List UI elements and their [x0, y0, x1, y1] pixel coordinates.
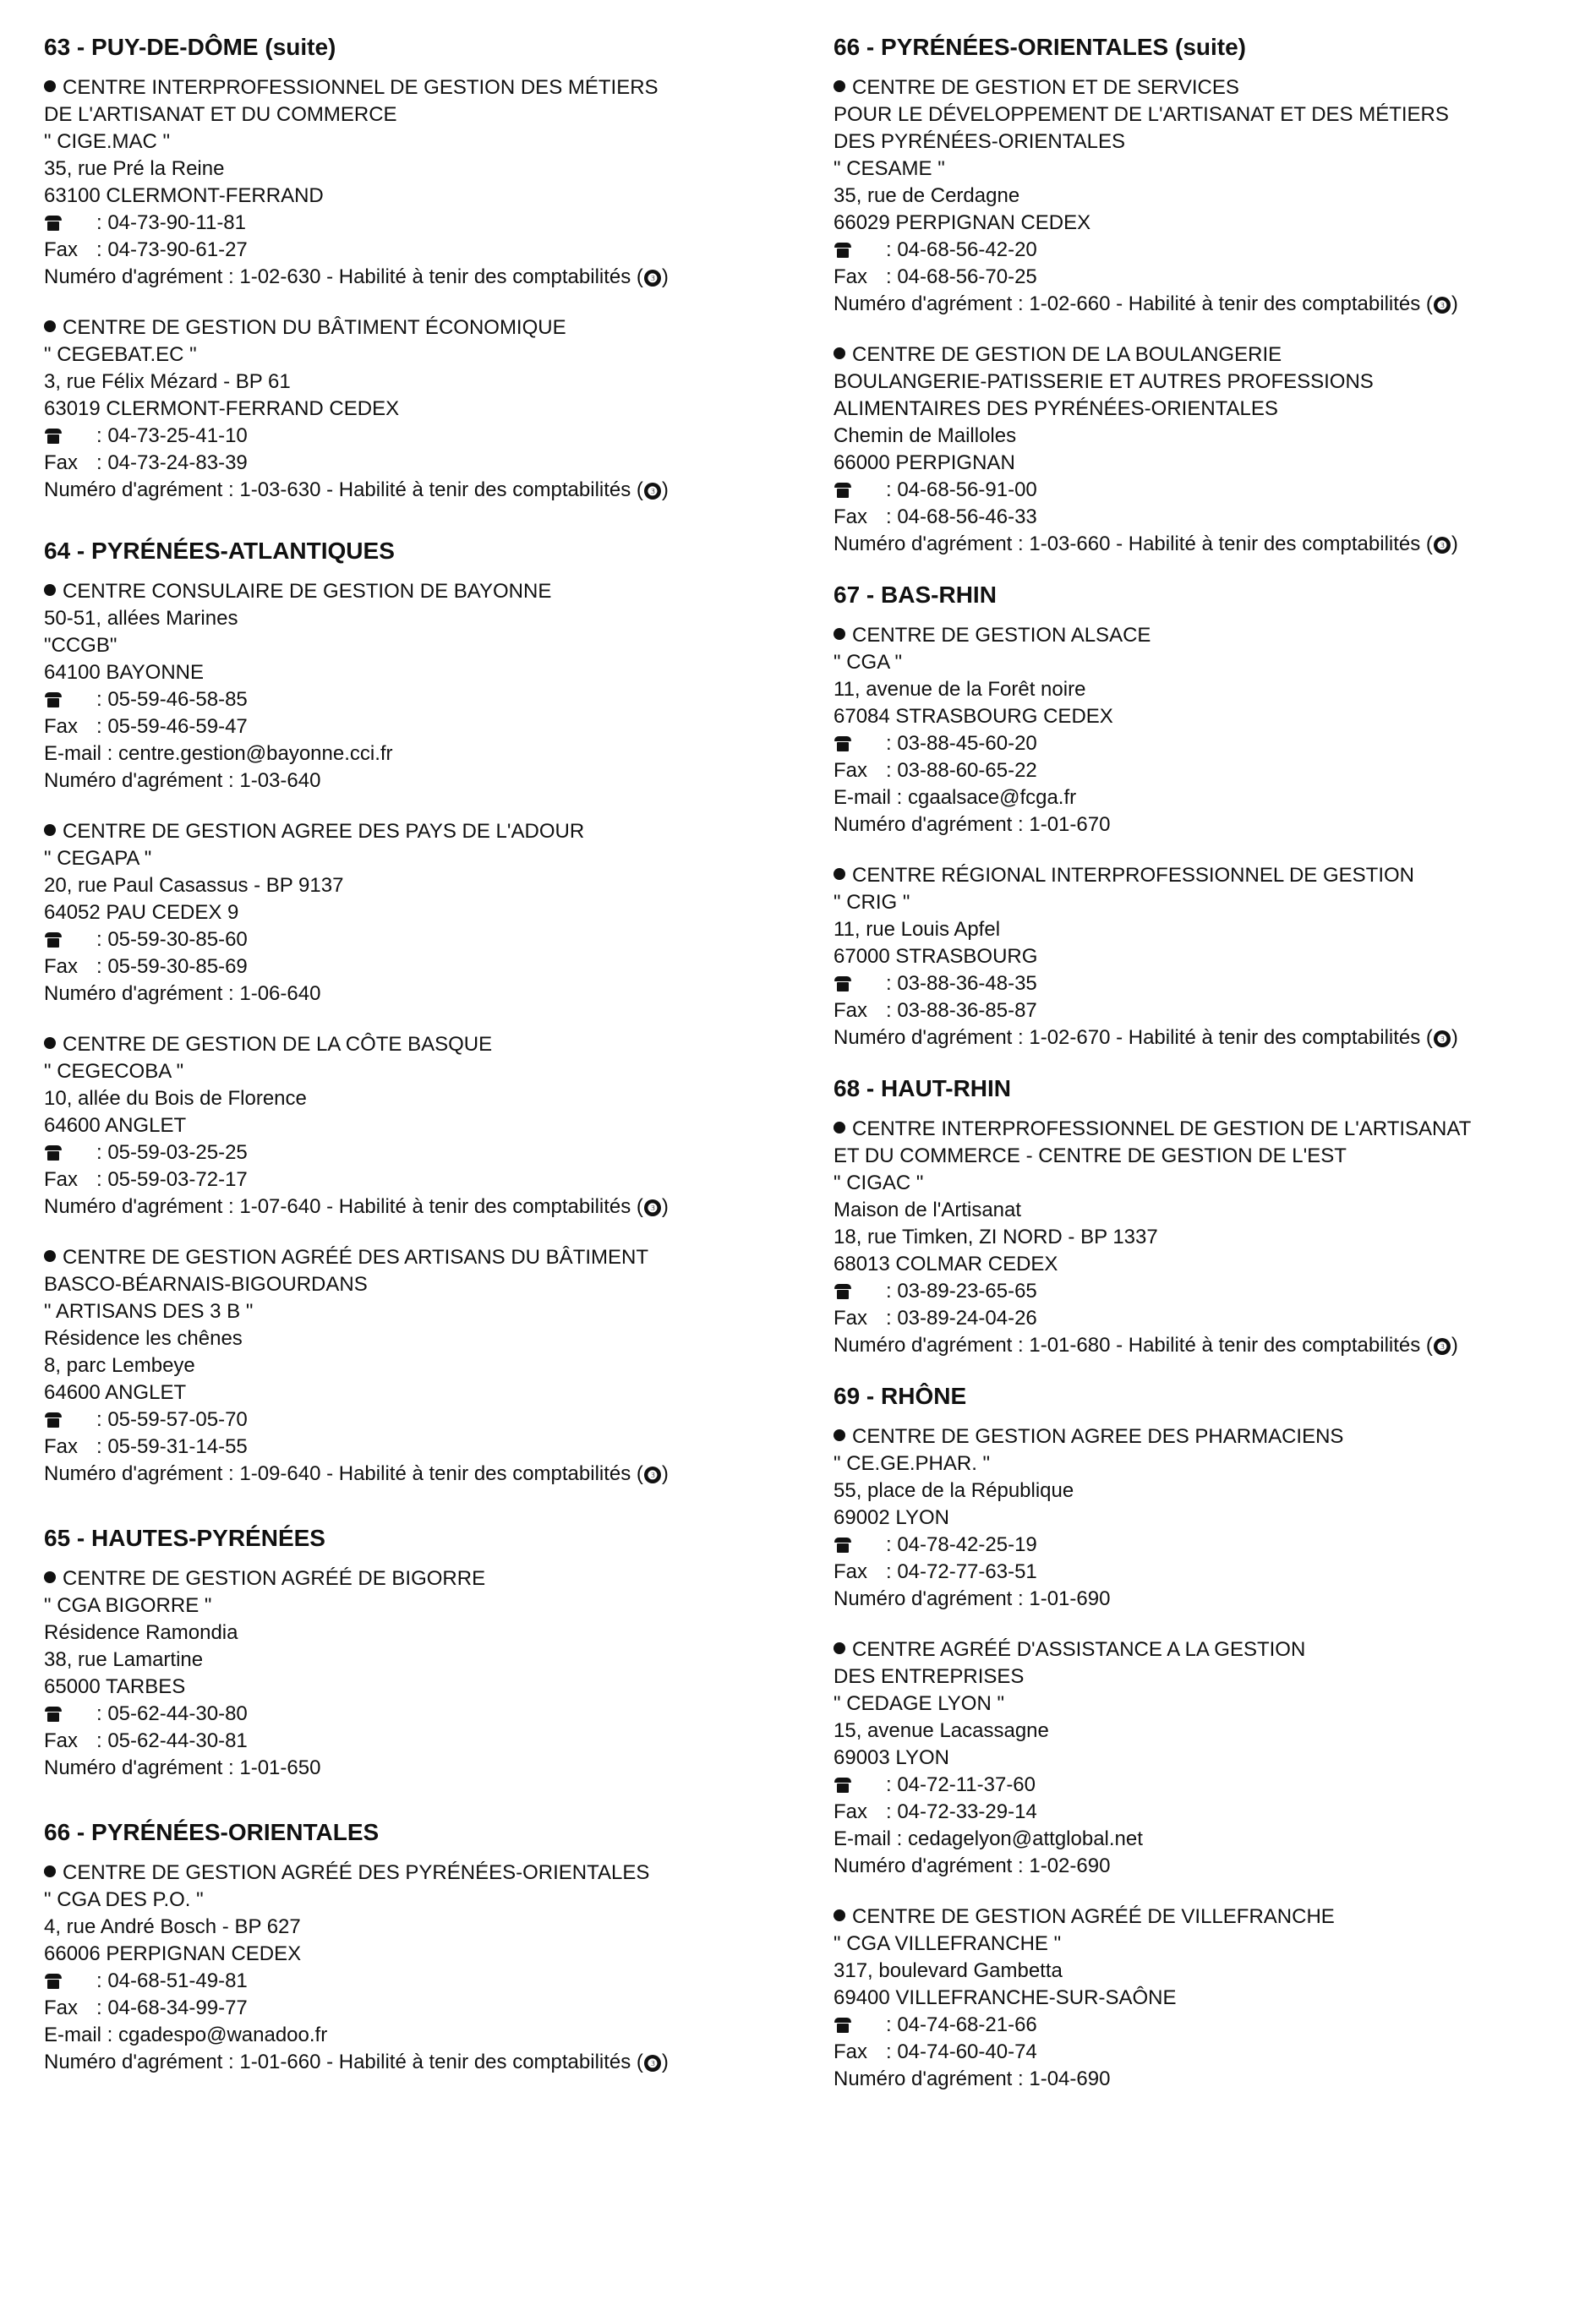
telephone-line	[44, 686, 788, 713]
bullet-icon	[834, 80, 845, 92]
department-section	[834, 1383, 1569, 2093]
telephone-line	[44, 423, 788, 450]
center-entry	[834, 74, 1569, 318]
telephone-line	[834, 2012, 1569, 2039]
center-address-line: " CESAME "	[834, 157, 945, 180]
agrement-line	[44, 1194, 788, 1221]
center-name-text: CENTRE CONSULAIRE DE GESTION DE BAYONNE	[63, 580, 552, 603]
center-entry	[834, 1423, 1569, 1613]
center-entry	[44, 74, 788, 291]
fax-number: : 05-59-31-14-55	[96, 1435, 248, 1458]
left-column	[44, 34, 788, 2100]
center-address-line: 15, avenue Lacassagne	[834, 1719, 1049, 1742]
center-address-line: 55, place de la République	[834, 1479, 1074, 1502]
agrement-close-paren: )	[661, 1195, 669, 1218]
agrement-close-paren: )	[661, 478, 669, 501]
habilitation-mark-icon: ❸	[644, 2055, 661, 2072]
agrement-line	[44, 1461, 788, 1488]
phone-icon	[834, 1284, 852, 1299]
center-name	[834, 622, 1569, 649]
center-name-text: CENTRE DE GESTION AGRÉÉ DES PYRÉNÉES-ORIENTALES	[63, 1861, 650, 1884]
agrement-line	[44, 477, 788, 504]
center-name	[834, 1904, 1569, 1931]
email-line: E-mail : cgaalsace@fcga.fr	[834, 786, 1077, 809]
fax-label: Fax	[834, 1800, 868, 1823]
center-address-line: 64600 ANGLET	[44, 1114, 187, 1137]
center-address-line: 10, allée du Bois de Florence	[44, 1087, 307, 1110]
phone-icon	[834, 976, 852, 991]
center-name-text: CENTRE INTERPROFESSIONNEL DE GESTION DES MÉTIERS	[63, 76, 659, 99]
agrement-text: Numéro d'agrément : 1-07-640 - Habilité à tenir des comptabilités (	[44, 1195, 643, 1218]
fax-number: : 04-72-33-29-14	[886, 1800, 1037, 1823]
center-address-line: " CE.GE.PHAR. "	[834, 1452, 991, 1475]
fax-number: : 03-88-60-65-22	[886, 759, 1037, 782]
center-address-line: 18, rue Timken, ZI NORD - BP 1337	[834, 1226, 1158, 1248]
fax-label: Fax	[834, 759, 868, 782]
center-address-line: " CEGAPA "	[44, 847, 152, 870]
agrement-line	[44, 767, 788, 795]
fax-number: : 04-68-34-99-77	[96, 1996, 248, 2019]
center-name-text: CENTRE RÉGIONAL INTERPROFESSIONNEL DE GESTION	[852, 864, 1414, 887]
department-section	[834, 1075, 1569, 1359]
center-name-text: CENTRE DE GESTION AGRÉÉ DE VILLEFRANCHE	[852, 1905, 1335, 1928]
center-address-line: BOULANGERIE-PATISSERIE ET AUTRES PROFESSIONS	[834, 370, 1374, 393]
habilitation-mark-icon: ❸	[644, 1467, 661, 1483]
center-address-line: 3, rue Félix Mézard - BP 61	[44, 370, 291, 393]
center-address-line: 68013 COLMAR CEDEX	[834, 1253, 1058, 1275]
center-address-line: " CRIG "	[834, 891, 910, 914]
telephone-number: : 04-68-51-49-81	[96, 1969, 248, 1992]
telephone-line	[44, 926, 788, 953]
department-section	[834, 34, 1569, 558]
agrement-line	[834, 531, 1569, 558]
center-address-line: 35, rue de Cerdagne	[834, 184, 1020, 207]
bullet-icon	[834, 1642, 845, 1654]
agrement-line	[834, 291, 1569, 318]
fax-line	[834, 504, 1569, 531]
agrement-text: Numéro d'agrément : 1-02-630 - Habilité à tenir des comptabilités (	[44, 265, 643, 288]
department-heading: 63 - PUY-DE-DÔME (suite)	[44, 34, 336, 60]
department-section	[44, 34, 788, 504]
bullet-icon	[44, 824, 56, 836]
telephone-line	[44, 1968, 788, 1995]
telephone-number: : 04-74-68-21-66	[886, 2013, 1037, 2036]
phone-icon	[834, 1538, 852, 1553]
center-address-line: " CGA DES P.O. "	[44, 1888, 204, 1911]
agrement-text: Numéro d'agrément : 1-02-660 - Habilité à tenir des comptabilités (	[834, 292, 1433, 315]
center-entry	[834, 1904, 1569, 2093]
center-address-line: 63019 CLERMONT-FERRAND CEDEX	[44, 397, 400, 420]
agrement-text: Numéro d'agrément : 1-04-690	[834, 2067, 1111, 2090]
fax-label: Fax	[44, 1435, 79, 1458]
center-address-line: " CEGECOBA "	[44, 1060, 184, 1083]
telephone-number: : 05-59-46-58-85	[96, 688, 248, 711]
center-address-line: " CGA VILLEFRANCHE "	[834, 1932, 1062, 1955]
agrement-close-paren: )	[661, 265, 669, 288]
center-address-line: ET DU COMMERCE - CENTRE DE GESTION DE L'EST	[834, 1144, 1347, 1167]
bullet-icon	[44, 1865, 56, 1877]
fax-line	[834, 1559, 1569, 1586]
center-address-line: " ARTISANS DES 3 B "	[44, 1300, 254, 1323]
agrement-text: Numéro d'agrément : 1-02-670 - Habilité à tenir des comptabilités (	[834, 1026, 1433, 1049]
agrement-text: Numéro d'agrément : 1-01-660 - Habilité à tenir des comptabilités (	[44, 2051, 643, 2073]
center-address-line: 64600 ANGLET	[44, 1381, 187, 1404]
center-address-line: 50-51, allées Marines	[44, 607, 238, 630]
bullet-icon	[44, 320, 56, 332]
phone-icon	[834, 483, 852, 498]
phone-icon	[834, 2018, 852, 2033]
fax-number: : 04-74-60-40-74	[886, 2040, 1037, 2063]
fax-label: Fax	[44, 238, 79, 261]
center-entry	[834, 862, 1569, 1051]
center-address-line: BASCO-BÉARNAIS-BIGOURDANS	[44, 1273, 368, 1296]
habilitation-mark-icon: ❸	[1434, 537, 1451, 554]
department-section	[44, 538, 788, 1488]
telephone-number: : 03-88-45-60-20	[886, 732, 1037, 755]
fax-number: : 04-68-56-46-33	[886, 505, 1037, 528]
agrement-text: Numéro d'agrément : 1-09-640 - Habilité à tenir des comptabilités (	[44, 1462, 643, 1485]
agrement-line	[834, 1853, 1569, 1880]
telephone-number: : 04-78-42-25-19	[886, 1533, 1037, 1556]
telephone-number: : 05-59-57-05-70	[96, 1408, 248, 1431]
center-address-line: 65000 TARBES	[44, 1675, 186, 1698]
center-name	[44, 1565, 788, 1592]
center-name-text: CENTRE DE GESTION DE LA CÔTE BASQUE	[63, 1033, 493, 1056]
center-address-line: DES ENTREPRISES	[834, 1665, 1025, 1688]
center-address-line: 35, rue Pré la Reine	[44, 157, 225, 180]
telephone-line	[834, 1278, 1569, 1305]
center-address-line: 4, rue André Bosch - BP 627	[44, 1915, 301, 1938]
fax-label: Fax	[44, 715, 79, 738]
center-name	[44, 314, 788, 341]
telephone-line	[44, 1701, 788, 1728]
telephone-line	[834, 1532, 1569, 1559]
center-entry	[834, 1116, 1569, 1359]
phone-icon	[44, 1145, 63, 1161]
center-address-line: "CCGB"	[44, 634, 118, 657]
telephone-line	[834, 237, 1569, 264]
center-name	[834, 74, 1569, 101]
agrement-close-paren: )	[1451, 292, 1458, 315]
fax-line	[44, 1434, 788, 1461]
center-address-line: POUR LE DÉVELOPPEMENT DE L'ARTISANAT ET DES MÉTIERS	[834, 103, 1449, 126]
telephone-number: : 05-62-44-30-80	[96, 1702, 248, 1725]
fax-number: : 05-59-30-85-69	[96, 955, 248, 978]
fax-label: Fax	[834, 2040, 868, 2063]
fax-label: Fax	[834, 1307, 868, 1330]
center-name-text: CENTRE AGRÉÉ D'ASSISTANCE A LA GESTION	[852, 1638, 1306, 1661]
center-address-line: 11, avenue de la Forêt noire	[834, 678, 1086, 701]
department-section	[44, 1819, 788, 2076]
department-heading: 66 - PYRÉNÉES-ORIENTALES	[44, 1819, 380, 1845]
center-entry	[44, 578, 788, 795]
center-name	[834, 1423, 1569, 1450]
center-address-line: DE L'ARTISANAT ET DU COMMERCE	[44, 103, 397, 126]
agrement-line	[44, 1755, 788, 1782]
fax-line	[44, 1995, 788, 2022]
agrement-close-paren: )	[661, 2051, 669, 2073]
telephone-line	[834, 1772, 1569, 1799]
telephone-number: : 04-68-56-91-00	[886, 478, 1037, 501]
bullet-icon	[44, 1250, 56, 1262]
fax-number: : 04-73-24-83-39	[96, 451, 248, 474]
center-name-text: CENTRE DE GESTION AGREE DES PHARMACIENS	[852, 1425, 1344, 1448]
center-entry	[44, 1860, 788, 2076]
center-name	[834, 862, 1569, 889]
fax-number: : 03-88-36-85-87	[886, 999, 1037, 1022]
email-line: E-mail : centre.gestion@bayonne.cci.fr	[44, 742, 393, 765]
fax-label: Fax	[44, 1168, 79, 1191]
agrement-line	[44, 2049, 788, 2076]
center-name-text: CENTRE DE GESTION AGRÉÉ DES ARTISANS DU BÂTIMENT	[63, 1246, 649, 1269]
fax-line	[834, 757, 1569, 784]
telephone-line	[834, 970, 1569, 997]
agrement-text: Numéro d'agrément : 1-03-630 - Habilité à tenir des comptabilités (	[44, 478, 643, 501]
telephone-number: : 05-59-03-25-25	[96, 1141, 248, 1164]
phone-icon	[44, 1412, 63, 1428]
fax-line	[834, 2039, 1569, 2066]
email-line: E-mail : cgadespo@wanadoo.fr	[44, 2024, 328, 2046]
center-address-line: 69400 VILLEFRANCHE-SUR-SAÔNE	[834, 1986, 1177, 2009]
agrement-line	[834, 2066, 1569, 2093]
telephone-number: : 05-59-30-85-60	[96, 928, 248, 951]
phone-icon	[44, 429, 63, 444]
agrement-line	[834, 1332, 1569, 1359]
habilitation-mark-icon: ❸	[644, 483, 661, 500]
center-name-text: CENTRE DE GESTION ET DE SERVICES	[852, 76, 1239, 99]
department-section	[834, 582, 1569, 1051]
center-address-line: 67084 STRASBOURG CEDEX	[834, 705, 1113, 728]
agrement-text: Numéro d'agrément : 1-01-690	[834, 1587, 1111, 1610]
center-address-line: ALIMENTAIRES DES PYRÉNÉES-ORIENTALES	[834, 397, 1278, 420]
right-column	[834, 34, 1569, 2117]
fax-number: : 05-59-03-72-17	[96, 1168, 248, 1191]
center-name-text: CENTRE DE GESTION AGREE DES PAYS DE L'ADOUR	[63, 820, 585, 843]
center-address-line: 64100 BAYONNE	[44, 661, 204, 684]
center-name	[44, 578, 788, 605]
center-entry	[834, 341, 1569, 558]
department-heading: 69 - RHÔNE	[834, 1383, 967, 1409]
center-entry	[834, 1636, 1569, 1880]
habilitation-mark-icon: ❸	[644, 1199, 661, 1216]
center-address-line: 11, rue Louis Apfel	[834, 918, 1001, 941]
telephone-line	[834, 477, 1569, 504]
phone-icon	[44, 1707, 63, 1722]
fax-line	[834, 997, 1569, 1024]
phone-icon	[44, 1974, 63, 1989]
center-address-line: 8, parc Lembeye	[44, 1354, 195, 1377]
fax-label: Fax	[834, 1560, 868, 1583]
center-address-line: 63100 CLERMONT-FERRAND	[44, 184, 324, 207]
telephone-number: : 04-73-25-41-10	[96, 424, 248, 447]
fax-label: Fax	[834, 999, 868, 1022]
phone-icon	[44, 692, 63, 707]
center-entry	[44, 818, 788, 1008]
fax-number: : 05-62-44-30-81	[96, 1729, 248, 1752]
agrement-close-paren: )	[1451, 533, 1458, 555]
department-section	[44, 1525, 788, 1782]
center-entry	[44, 1244, 788, 1488]
fax-line	[44, 953, 788, 980]
center-entry	[44, 1565, 788, 1782]
bullet-icon	[834, 868, 845, 880]
telephone-number: : 04-68-56-42-20	[886, 238, 1037, 261]
fax-line	[44, 713, 788, 740]
department-heading: 64 - PYRÉNÉES-ATLANTIQUES	[44, 538, 395, 564]
center-entry	[44, 1031, 788, 1221]
fax-line	[834, 1799, 1569, 1826]
fax-line	[834, 264, 1569, 291]
center-name-text: CENTRE DE GESTION DU BÂTIMENT ÉCONOMIQUE	[63, 316, 566, 339]
center-address-line: 64052 PAU CEDEX 9	[44, 901, 239, 924]
phone-icon	[44, 216, 63, 231]
center-name	[44, 74, 788, 101]
center-address-line: Résidence Ramondia	[44, 1621, 238, 1644]
center-address-line: 38, rue Lamartine	[44, 1648, 204, 1671]
fax-label: Fax	[44, 1996, 79, 2019]
center-address-line: 66000 PERPIGNAN	[834, 451, 1015, 474]
agrement-text: Numéro d'agrément : 1-03-640	[44, 769, 321, 792]
center-entry	[834, 622, 1569, 838]
center-name	[834, 1636, 1569, 1663]
fax-label: Fax	[834, 505, 868, 528]
center-name	[44, 818, 788, 845]
center-address-line: 67000 STRASBOURG	[834, 945, 1038, 968]
fax-line	[44, 1166, 788, 1194]
center-address-line: 69003 LYON	[834, 1746, 949, 1769]
department-heading: 67 - BAS-RHIN	[834, 582, 997, 608]
telephone-line	[44, 1139, 788, 1166]
center-entry	[44, 314, 788, 504]
center-name-text: CENTRE DE GESTION ALSACE	[852, 624, 1151, 647]
fax-label: Fax	[44, 955, 79, 978]
fax-line	[44, 1728, 788, 1755]
phone-icon	[834, 1778, 852, 1793]
bullet-icon	[834, 1122, 845, 1133]
fax-label: Fax	[834, 265, 868, 288]
center-name	[44, 1244, 788, 1271]
telephone-line	[44, 210, 788, 237]
email-line: E-mail : cedagelyon@attglobal.net	[834, 1827, 1143, 1850]
bullet-icon	[44, 1571, 56, 1583]
department-heading: 65 - HAUTES-PYRÉNÉES	[44, 1525, 325, 1551]
fax-number: : 04-72-77-63-51	[886, 1560, 1037, 1583]
bullet-icon	[44, 584, 56, 596]
agrement-text: Numéro d'agrément : 1-01-670	[834, 813, 1111, 836]
center-address-line: " CEGEBAT.EC "	[44, 343, 197, 366]
agrement-line	[44, 980, 788, 1008]
center-address-line: " CIGAC "	[834, 1172, 924, 1194]
telephone-number: : 04-72-11-37-60	[886, 1773, 1036, 1796]
bullet-icon	[834, 628, 845, 640]
fax-line	[44, 450, 788, 477]
bullet-icon	[834, 1429, 845, 1441]
bullet-icon	[44, 1037, 56, 1049]
center-address-line: 69002 LYON	[834, 1506, 949, 1529]
telephone-number: : 03-88-36-48-35	[886, 972, 1037, 995]
fax-line	[44, 237, 788, 264]
telephone-number: : 03-89-23-65-65	[886, 1280, 1037, 1303]
center-address-line: 20, rue Paul Casassus - BP 9137	[44, 874, 344, 897]
center-address-line: Chemin de Mailloles	[834, 424, 1017, 447]
center-name	[834, 341, 1569, 369]
phone-icon	[834, 736, 852, 751]
center-address-line: Maison de l'Artisanat	[834, 1199, 1022, 1221]
center-name-text: CENTRE DE GESTION AGRÉÉ DE BIGORRE	[63, 1567, 486, 1590]
agrement-text: Numéro d'agrément : 1-01-680 - Habilité à tenir des comptabilités (	[834, 1334, 1433, 1357]
agrement-text: Numéro d'agrément : 1-03-660 - Habilité à tenir des comptabilités (	[834, 533, 1433, 555]
department-heading: 68 - HAUT-RHIN	[834, 1075, 1012, 1101]
center-address-line: " CGA "	[834, 651, 903, 674]
agrement-line	[834, 1024, 1569, 1051]
department-heading: 66 - PYRÉNÉES-ORIENTALES (suite)	[834, 34, 1247, 60]
agrement-text: Numéro d'agrément : 1-06-640	[44, 982, 321, 1005]
agrement-line	[834, 811, 1569, 838]
fax-label: Fax	[44, 1729, 79, 1752]
bullet-icon	[44, 80, 56, 92]
habilitation-mark-icon: ❸	[1434, 1338, 1451, 1355]
center-address-line: " CEDAGE LYON "	[834, 1692, 1004, 1715]
habilitation-mark-icon: ❸	[1434, 1030, 1451, 1047]
agrement-close-paren: )	[661, 1462, 669, 1485]
habilitation-mark-icon: ❸	[1434, 297, 1451, 314]
habilitation-mark-icon: ❸	[644, 270, 661, 287]
fax-line	[834, 1305, 1569, 1332]
center-address-line: 66006 PERPIGNAN CEDEX	[44, 1942, 302, 1965]
center-name	[44, 1860, 788, 1887]
center-name	[44, 1031, 788, 1058]
agrement-close-paren: )	[1451, 1334, 1458, 1357]
fax-number: : 05-59-46-59-47	[96, 715, 248, 738]
agrement-text: Numéro d'agrément : 1-02-690	[834, 1854, 1111, 1877]
center-address-line: " CIGE.MAC "	[44, 130, 171, 153]
center-address-line: 66029 PERPIGNAN CEDEX	[834, 211, 1091, 234]
agrement-line	[834, 1586, 1569, 1613]
fax-number: : 03-89-24-04-26	[886, 1307, 1037, 1330]
phone-icon	[44, 932, 63, 948]
bullet-icon	[834, 347, 845, 359]
agrement-close-paren: )	[1451, 1026, 1458, 1049]
telephone-line	[44, 1407, 788, 1434]
fax-label: Fax	[44, 451, 79, 474]
telephone-line	[834, 730, 1569, 757]
center-name-text: CENTRE INTERPROFESSIONNEL DE GESTION DE L'ARTISANAT	[852, 1117, 1472, 1140]
center-address-line: 317, boulevard Gambetta	[834, 1959, 1063, 1982]
bullet-icon	[834, 1909, 845, 1921]
fax-number: : 04-68-56-70-25	[886, 265, 1037, 288]
center-address-line: Résidence les chênes	[44, 1327, 243, 1350]
agrement-line	[44, 264, 788, 291]
center-address-line: DES PYRÉNÉES-ORIENTALES	[834, 130, 1125, 153]
center-name-text: CENTRE DE GESTION DE LA BOULANGERIE	[852, 343, 1282, 366]
agrement-text: Numéro d'agrément : 1-01-650	[44, 1756, 321, 1779]
fax-number: : 04-73-90-61-27	[96, 238, 248, 261]
center-name	[834, 1116, 1569, 1143]
center-address-line: " CGA BIGORRE "	[44, 1594, 212, 1617]
phone-icon	[834, 243, 852, 258]
telephone-number: : 04-73-90-11-81	[96, 211, 246, 234]
